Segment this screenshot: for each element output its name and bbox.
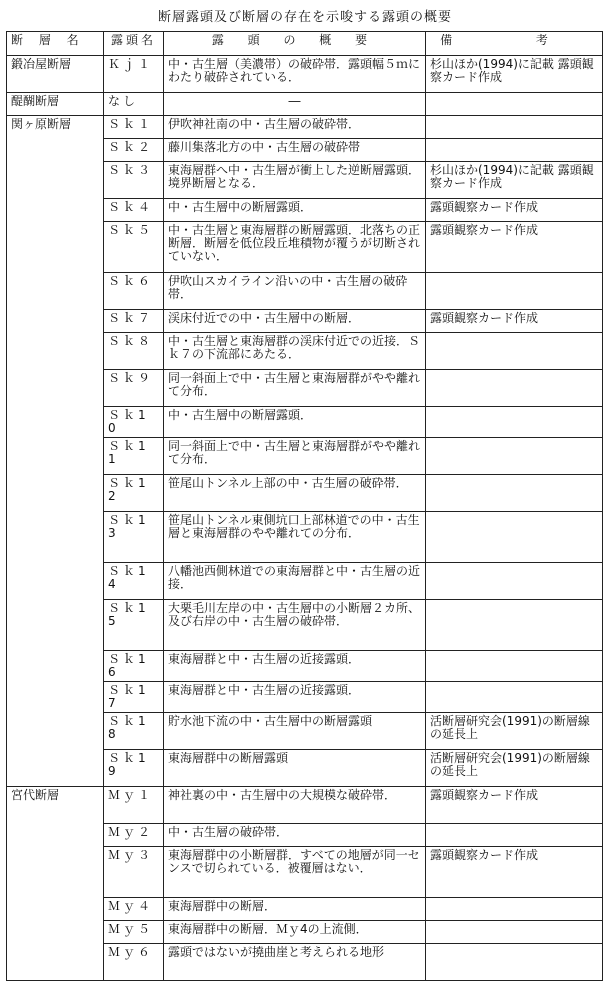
remarks-cell [426, 921, 603, 944]
outcrop-summary-cell: 同一斜面上で中・古生層と東海層群がやや離れて分布． [164, 438, 426, 475]
outcrop-code-cell: Ｍｙ３ [104, 847, 164, 898]
remarks-cell: 杉山ほか(1994)に記載 露頭観察カード作成 [426, 162, 603, 199]
remarks-cell [426, 898, 603, 921]
outcrop-code-cell: Ｓｋ５ [104, 222, 164, 273]
remarks-cell [426, 407, 603, 438]
outcrop-summary-cell: 中・古生層（美濃帯）の破砕帯．露頭幅５ｍにわたり破砕されている． [164, 56, 426, 93]
header-remarks: 備 考 [426, 32, 603, 56]
remarks-cell [426, 370, 603, 407]
remarks-cell: 露頭観察カード作成 [426, 847, 603, 898]
outcrop-summary-cell: 東海層群へ中・古生層が衝上した逆断層露頭．境界断層となる． [164, 162, 426, 199]
outcrop-code-cell: Ｓｋ15 [104, 600, 164, 651]
remarks-cell: 杉山ほか(1994)に記載 露頭観察カード作成 [426, 56, 603, 93]
outcrop-summary-cell: 藤川集落北方の中・古生層の破砕帯 [164, 139, 426, 162]
remarks-cell: 活断層研究会(1991)の断層線の延長上 [426, 713, 603, 750]
remarks-cell: 露頭観察カード作成 [426, 787, 603, 824]
outcrop-summary-cell: 伊吹神社南の中・古生層の破砕帯． [164, 116, 426, 139]
table-body [7, 56, 603, 981]
outcrop-summary-cell: 渓床付近での中・古生層中の断層． [164, 310, 426, 333]
outcrop-code-cell: Ｓｋ４ [104, 199, 164, 222]
outcrop-table [6, 31, 603, 981]
remarks-cell [426, 139, 603, 162]
outcrop-summary-cell: 笹尾山トンネル上部の中・古生層の破砕帯． [164, 475, 426, 512]
remarks-cell: 露頭観察カード作成 [426, 310, 603, 333]
outcrop-code-cell: Ｓｋ２ [104, 139, 164, 162]
outcrop-summary-cell: 同一斜面上で中・古生層と東海層群がやや離れて分布． [164, 370, 426, 407]
outcrop-code-cell: Ｓｋ16 [104, 651, 164, 682]
outcrop-summary-cell: 東海層群中の小断層群．すべての地層が同一センスで切られている．被覆層はない． [164, 847, 426, 898]
outcrop-code-cell: Ｓｋ９ [104, 370, 164, 407]
remarks-cell [426, 944, 603, 981]
remarks-cell [426, 333, 603, 370]
outcrop-summary-cell: ― [164, 93, 426, 116]
outcrop-code-cell: Ｓｋ３ [104, 162, 164, 199]
outcrop-summary-cell: 東海層群中の断層．Ｍｙ4の上流側． [164, 921, 426, 944]
outcrop-summary-cell: 伊吹山スカイライン沿いの中・古生層の破砕帯． [164, 273, 426, 310]
header-row [7, 32, 603, 56]
outcrop-summary-cell: 貯水池下流の中・古生層中の断層露頭 [164, 713, 426, 750]
outcrop-summary-cell: 東海層群中の断層． [164, 898, 426, 921]
remarks-cell [426, 273, 603, 310]
remarks-cell [426, 512, 603, 563]
remarks-cell [426, 563, 603, 600]
outcrop-code-cell: Ｓｋ６ [104, 273, 164, 310]
outcrop-code-cell: Ｓｋ11 [104, 438, 164, 475]
outcrop-code-cell: Ｍｙ１ [104, 787, 164, 824]
outcrop-summary-cell: 中・古生層の破砕帯． [164, 824, 426, 847]
remarks-cell: 露頭観察カード作成 [426, 222, 603, 273]
outcrop-summary-cell: 露頭ではないが撓曲崖と考えられる地形 [164, 944, 426, 981]
fault-name-cell: 関ヶ原断層 [7, 116, 104, 787]
outcrop-summary-cell: 大栗毛川左岸の中・古生層中の小断層２カ所、及び右岸の中・古生層の破砕帯． [164, 600, 426, 651]
outcrop-code-cell: Ｋｊ１ [104, 56, 164, 93]
outcrop-summary-cell: 東海層群と中・古生層の近接露頭． [164, 682, 426, 713]
outcrop-code-cell: Ｓｋ19 [104, 750, 164, 787]
outcrop-code-cell: Ｓｋ14 [104, 563, 164, 600]
outcrop-summary-cell: 中・古生層中の断層露頭． [164, 407, 426, 438]
outcrop-summary-cell: 八幡池西側林道での東海層群と中・古生層の近接． [164, 563, 426, 600]
remarks-cell: 露頭観察カード作成 [426, 199, 603, 222]
outcrop-code-cell: Ｓｋ18 [104, 713, 164, 750]
outcrop-summary-cell: 中・古生層中の断層露頭． [164, 199, 426, 222]
outcrop-summary-cell: 中・古生層と東海層群の断層露頭．北落ちの正断層．断層を低位段丘堆積物が覆うが切断されていない． [164, 222, 426, 273]
outcrop-code-cell: Ｓｋ17 [104, 682, 164, 713]
table-row [7, 56, 603, 93]
outcrop-summary-cell: 笹尾山トンネル東側坑口上部林道での中・古生層と東海層群のやや離れての分布． [164, 512, 426, 563]
header-outcrop-summary: 露 頭 の 概 要 [164, 32, 426, 56]
remarks-cell [426, 824, 603, 847]
outcrop-code-cell: Ｓｋ13 [104, 512, 164, 563]
outcrop-summary-cell: 東海層群中の断層露頭 [164, 750, 426, 787]
remarks-cell [426, 682, 603, 713]
outcrop-code-cell: Ｍｙ６ [104, 944, 164, 981]
remarks-cell [426, 475, 603, 512]
table-row [7, 787, 603, 824]
outcrop-summary-cell: 神社裏の中・古生層中の大規模な破砕帯． [164, 787, 426, 824]
remarks-cell: 活断層研究会(1991)の断層線の延長上 [426, 750, 603, 787]
fault-name-cell: 宮代断層 [7, 787, 104, 981]
fault-name-cell: 醍醐断層 [7, 93, 104, 116]
fault-name-cell: 鍛冶屋断層 [7, 56, 104, 93]
outcrop-code-cell: なし [104, 93, 164, 116]
header-outcrop-name: 露頭名 [104, 32, 164, 56]
remarks-cell [426, 93, 603, 116]
outcrop-code-cell: Ｓｋ１ [104, 116, 164, 139]
remarks-cell [426, 116, 603, 139]
outcrop-code-cell: Ｓｋ10 [104, 407, 164, 438]
remarks-cell [426, 600, 603, 651]
outcrop-summary-cell: 東海層群と中・古生層の近接露頭． [164, 651, 426, 682]
outcrop-code-cell: Ｍｙ２ [104, 824, 164, 847]
header-fault-name: 断 層 名 [7, 32, 104, 56]
outcrop-summary-cell: 中・古生層と東海層群の渓床付近での近接．Ｓｋ７の下流部にあたる． [164, 333, 426, 370]
outcrop-code-cell: Ｓｋ７ [104, 310, 164, 333]
table-title: 断層露頭及び断層の存在を示唆する露頭の概要 [157, 10, 452, 25]
outcrop-code-cell: Ｍｙ５ [104, 921, 164, 944]
remarks-cell [426, 438, 603, 475]
outcrop-code-cell: Ｍｙ４ [104, 898, 164, 921]
table-row [7, 93, 603, 116]
table-row [7, 116, 603, 139]
outcrop-code-cell: Ｓｋ12 [104, 475, 164, 512]
outcrop-code-cell: Ｓｋ８ [104, 333, 164, 370]
remarks-cell [426, 651, 603, 682]
